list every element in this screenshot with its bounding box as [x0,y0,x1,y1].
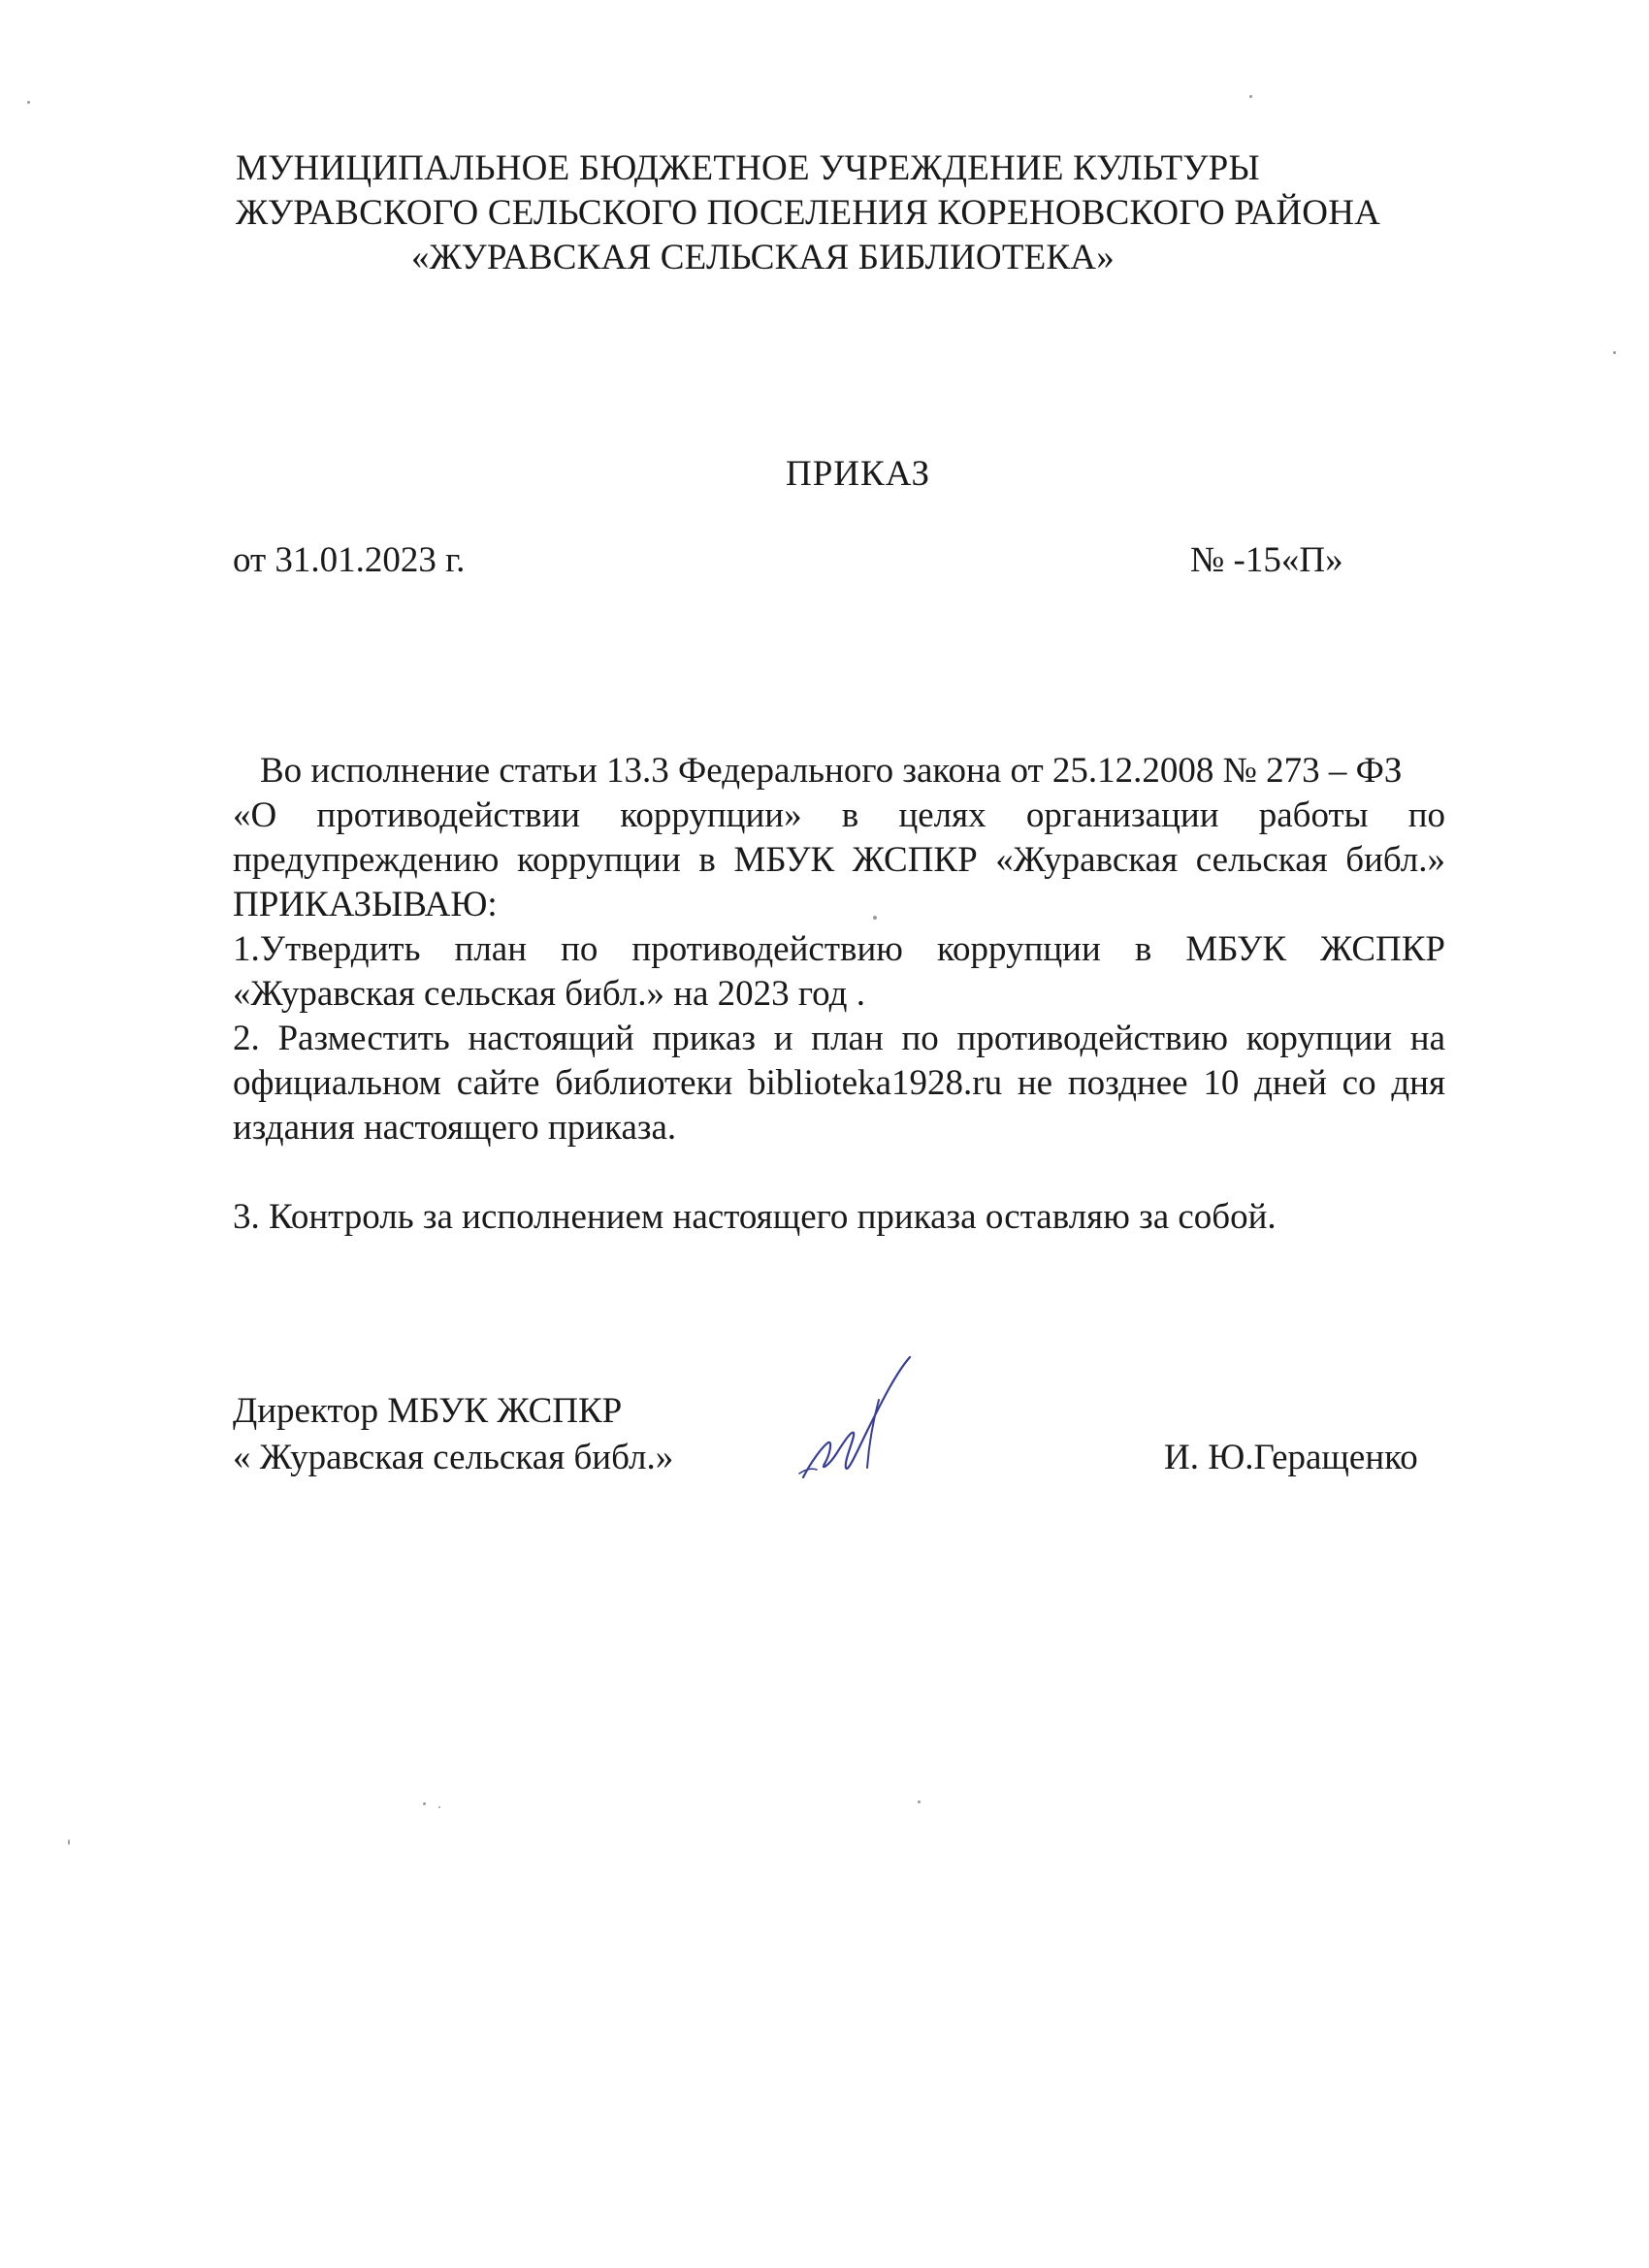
scan-speck [438,1806,440,1808]
item-2-line-3: издания настоящего приказа. [233,1108,677,1148]
intro-line-4: ПРИКАЗЫВАЮ: [233,885,498,924]
scan-speck [918,1800,921,1803]
header-line-1: МУНИЦИПАЛЬНОЕ БЮДЖЕТНОЕ УЧРЕЖДЕНИЕ КУЛЬТУРЫ [236,148,1260,188]
scan-speck [68,1839,70,1845]
scan-speck [1613,351,1616,354]
signatory-position-line-1: Директор МБУК ЖСПКР [233,1391,623,1431]
order-number: № -15«П» [1190,540,1343,580]
document-title: ПРИКАЗ [786,454,931,494]
intro-line-1: Во исполнение статьи 13.3 Федерального закона от 25.12.2008 № 273 – ФЗ [260,751,1403,791]
scan-speck [873,916,877,920]
order-date: от 31.01.2023 г. [233,540,466,580]
item-2-line-1: 2. Разместить настоящий приказ и план по противодействию корупции на [233,1019,1445,1058]
signatory-name: И. Ю.Геращенко [1164,1438,1418,1477]
handwritten-signature [795,1353,922,1489]
item-1-line-2: «Журавская сельская библ.» на 2023 год . [233,974,865,1014]
scan-speck [423,1802,426,1805]
signatory-position-line-2: « Журавская сельская библ.» [233,1438,674,1477]
item-1-line-1: 1.Утвердить план по противодействию коррупции в МБУК ЖСПКР [233,929,1445,969]
intro-line-2: «О противодействии коррупции» в целях организации работы по [233,795,1445,835]
item-3: 3. Контроль за исполнением настоящего приказа оставляю за собой. [233,1197,1277,1237]
header-line-2: ЖУРАВСКОГО СЕЛЬСКОГО ПОСЕЛЕНИЯ КОРЕНОВСКОГО РАЙОНА [236,193,1381,233]
header-line-3: «ЖУРАВСКАЯ СЕЛЬСКАЯ БИБЛИОТЕКА» [411,238,1115,277]
intro-line-3: предупреждению коррупции в МБУК ЖСПКР «Журавская сельская библ.» [233,840,1445,880]
item-2-line-2: официальном сайте библиотеки biblioteka1928.ru не позднее 10 дней со дня [233,1063,1445,1103]
scan-speck [1249,95,1252,98]
scan-speck [27,101,30,104]
order-body [233,749,1445,1240]
